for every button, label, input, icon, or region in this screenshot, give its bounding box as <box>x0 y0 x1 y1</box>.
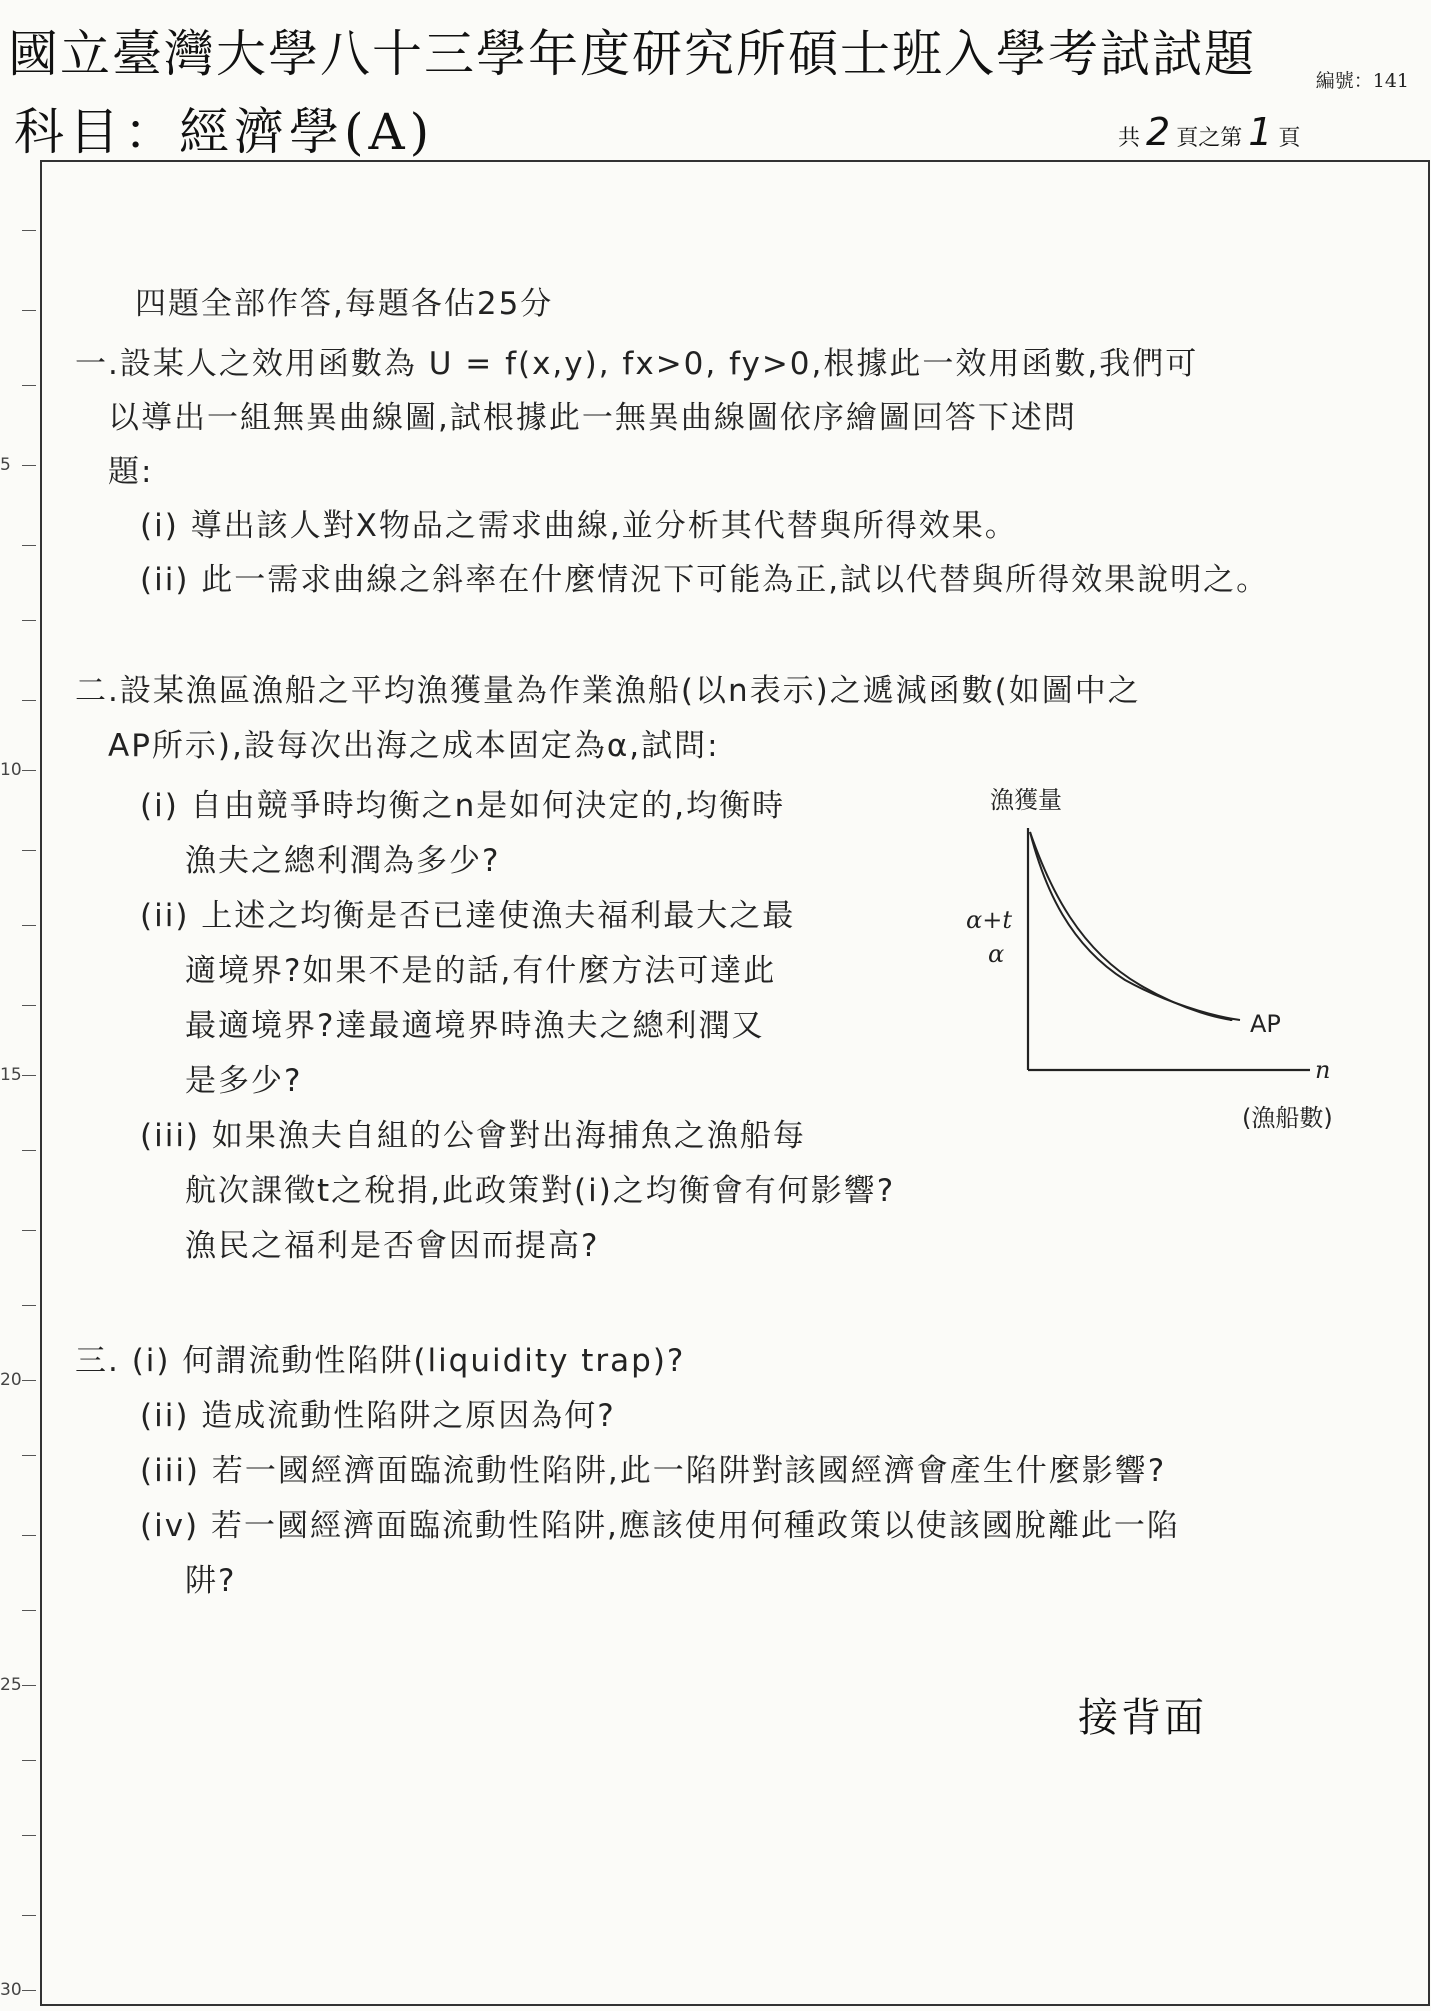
margin-tick <box>22 620 36 621</box>
instruction: 四題全部作答,每題各佔25分 <box>135 286 554 322</box>
graph-x-title: (漁船數) <box>1242 1104 1333 1132</box>
margin-tick-major <box>22 1990 36 1991</box>
exam-serial-number: 編號：141 <box>1315 70 1409 92</box>
q2-part-ii-line-1: (ii) 上述之均衡是否已達使漁夫福利最大之最 <box>140 898 796 934</box>
q3-part-i: 三. (i) 何謂流動性陷阱(liquidity trap)? <box>75 1343 686 1379</box>
q2-part-ii-line-3: 最適境界?達最適境界時漁夫之總利潤又 <box>185 1008 765 1044</box>
ap-curve-line <box>1030 832 1240 1020</box>
graph-curve-label: AP <box>1250 1010 1281 1038</box>
q2-part-iii-line-3: 漁民之福利是否會因而提高? <box>185 1228 600 1264</box>
exam-title: 國立臺灣大學八十三學年度研究所碩士班入學考試試題 <box>8 25 1256 83</box>
margin-tick <box>22 1230 36 1231</box>
q2-part-iii-line-2: 航次課徵t之稅捐,此政策對(i)之均衡會有何影響? <box>185 1173 896 1209</box>
page-suffix: 頁 <box>1278 126 1301 151</box>
q1-line-2: 以導出一組無異曲線圖,試根據此一無異曲線圖依序繪圖回答下述問 <box>108 400 1077 436</box>
margin-tick-label: 10 <box>0 760 22 780</box>
margin-tick-major <box>22 1380 36 1381</box>
margin-tick-major <box>22 1685 36 1686</box>
margin-tick <box>22 1005 36 1006</box>
graph-label-alpha: α <box>988 940 1005 968</box>
q3-part-iv-line-2: 阱? <box>185 1563 237 1599</box>
q3-part-iii: (iii) 若一國經濟面臨流動性陷阱,此一陷阱對該國經濟會產生什麼影響? <box>140 1453 1167 1489</box>
margin-tick-label: 30 <box>0 1980 22 2000</box>
margin-tick <box>22 850 36 851</box>
page-current: 1 <box>1248 110 1273 154</box>
q1-part-i: (i) 導出該人對X物品之需求曲線,並分析其代替與所得效果。 <box>140 508 1018 544</box>
graph-x-variable: n <box>1315 1056 1331 1084</box>
answer-frame-right-edge <box>1428 160 1430 2006</box>
margin-tick <box>22 1455 36 1456</box>
margin-tick <box>22 1610 36 1611</box>
margin-tick <box>22 1760 36 1761</box>
margin-tick <box>22 1150 36 1151</box>
continue-on-back-note: 接背面 <box>1078 1695 1207 1741</box>
margin-tick <box>22 1535 36 1536</box>
margin-tick <box>22 700 36 701</box>
margin-tick <box>22 1305 36 1306</box>
q1-line-3: 題: <box>108 454 154 490</box>
margin-tick <box>22 385 36 386</box>
page-prefix: 共 <box>1118 126 1141 151</box>
graph-y-title: 漁獲量 <box>990 786 1062 814</box>
graph-label-alpha-plus-t: α+t <box>966 906 1012 934</box>
margin-tick <box>22 1835 36 1836</box>
page-info <box>1118 110 1300 154</box>
q2-part-i-line-2: 漁夫之總利潤為多少? <box>185 843 501 879</box>
margin-tick <box>22 310 36 311</box>
ap-curve-diagram <box>940 780 1360 1140</box>
margin-tick-label: 5 <box>0 455 11 475</box>
margin-tick-label: 20 <box>0 1370 22 1390</box>
margin-tick-major <box>22 1075 36 1076</box>
page-total: 2 <box>1146 110 1171 154</box>
average-product-graph <box>940 780 1360 1140</box>
margin-tick <box>22 1915 36 1916</box>
q2-line-2: AP所示),設每次出海之成本固定為α,試問: <box>108 728 720 764</box>
margin-tick-label: 25 <box>0 1675 22 1695</box>
margin-tick-major <box>22 770 36 771</box>
exam-subject: 科目：經濟學(A) <box>14 103 435 161</box>
q1-part-ii: (ii) 此一需求曲線之斜率在什麼情況下可能為正,試以代替與所得效果說明之。 <box>140 562 1270 598</box>
q2-part-iii-line-1: (iii) 如果漁夫自組的公會對出海捕魚之漁船每 <box>140 1118 806 1154</box>
margin-tick <box>22 230 36 231</box>
ap-curve <box>1030 832 1232 1020</box>
q2-line-1: 二.設某漁區漁船之平均漁獲量為作業漁船(以n表示)之遞減函數(如圖中之 <box>75 673 1141 709</box>
margin-tick-major <box>22 465 36 466</box>
q2-part-ii-line-2: 適境界?如果不是的話,有什麼方法可達此 <box>185 953 777 989</box>
margin-tick <box>22 925 36 926</box>
margin-tick <box>22 545 36 546</box>
q2-part-ii-line-4: 是多少? <box>185 1063 303 1099</box>
q2-part-i-line-1: (i) 自由競爭時均衡之n是如何決定的,均衡時 <box>140 788 786 824</box>
q3-part-iv-line-1: (iv) 若一國經濟面臨流動性陷阱,應該使用何種政策以使該國脫離此一陷 <box>140 1508 1180 1544</box>
q1-line-1: 一.設某人之效用函數為 U = f(x,y), fx>0, fy>0,根據此一效用函數,我們可 <box>75 346 1199 382</box>
margin-tick-label: 15 <box>0 1065 22 1085</box>
page-mid: 頁之第 <box>1176 126 1243 151</box>
q3-part-ii: (ii) 造成流動性陷阱之原因為何? <box>140 1398 616 1434</box>
